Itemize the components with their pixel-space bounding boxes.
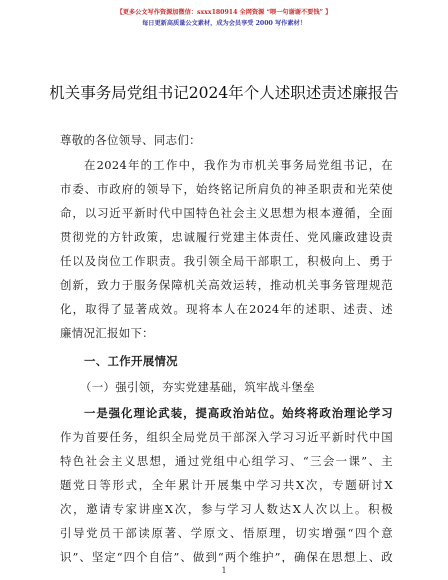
section-heading: 一、工作开展情况 (84, 354, 178, 368)
paragraph1-line: 创新，致力于服务保障机关高效运转，推动机关事务管理规范 (60, 278, 393, 292)
paragraph1-line: 贯彻党的方针政策，忠诚履行党建主体责任、党风廉政建设责 (60, 230, 393, 244)
paragraph2-line: 次，邀请专家讲座X次，参与学习人数达X人次以上。积极 (60, 502, 393, 516)
paragraph2-line: 题党日等形式，全年累计开展集中学习共X次，专题研讨X (60, 478, 393, 492)
page-number: 1 (221, 566, 227, 575)
paragraph1-line: 在2024年的工作中，我作为市机关事务局党组书记，在 (84, 158, 393, 172)
paragraph2-line: 特色社会主义思想，通过党组中心组学习、“三会一课”、主 (60, 454, 393, 468)
document-title: 机关事务局党组书记2024年个人述职述责述廉报告 (49, 84, 399, 102)
paragraph1-line: 命，以习近平新时代中国特色社会主义思想为根本遵循，全面 (60, 206, 393, 220)
paragraph2-line: 引导党员干部读原著、学原文、悟原理，切实增强“四个意 (60, 526, 393, 540)
paragraph1-line: 任以及岗位工作职责。我引领全局干部职工，积极向上、勇于 (60, 254, 393, 268)
subsection-heading: （一）强引领，夯实党建基础，筑牢战斗堡垒 (80, 380, 315, 394)
header-promo-line-2: 每日更新高质量公文素材，成为会员享受 2000 写作素材！ (142, 20, 306, 27)
paragraph2-line: 识”、坚定“四个自信”、做到“两个维护”，确保在思想上、政 (60, 550, 393, 563)
header-promo-line-1: 【更多公文写作资源加微信：sxxx180914 全网资源 “喂一句谢谢不要钱” 】 (116, 9, 332, 16)
paragraph1-line: 廉情况汇报如下： (60, 326, 154, 340)
salutation: 尊敬的各位领导、同志们： (60, 133, 201, 147)
paragraph1-line: 化，取得了显著成效。现将本人在2024年的述职、述责、述 (60, 302, 393, 316)
paragraph1-line: 市委、市政府的领导下，始终铭记所肩负的神圣职责和光荣使 (60, 182, 393, 196)
paragraph2-line: 作为首要任务，组织全局党员干部深入学习习近平新时代中国 (60, 430, 393, 444)
paragraph2-lead: 一是强化理论武装，提高政治站位。始终将政治理论学习 (84, 406, 393, 420)
